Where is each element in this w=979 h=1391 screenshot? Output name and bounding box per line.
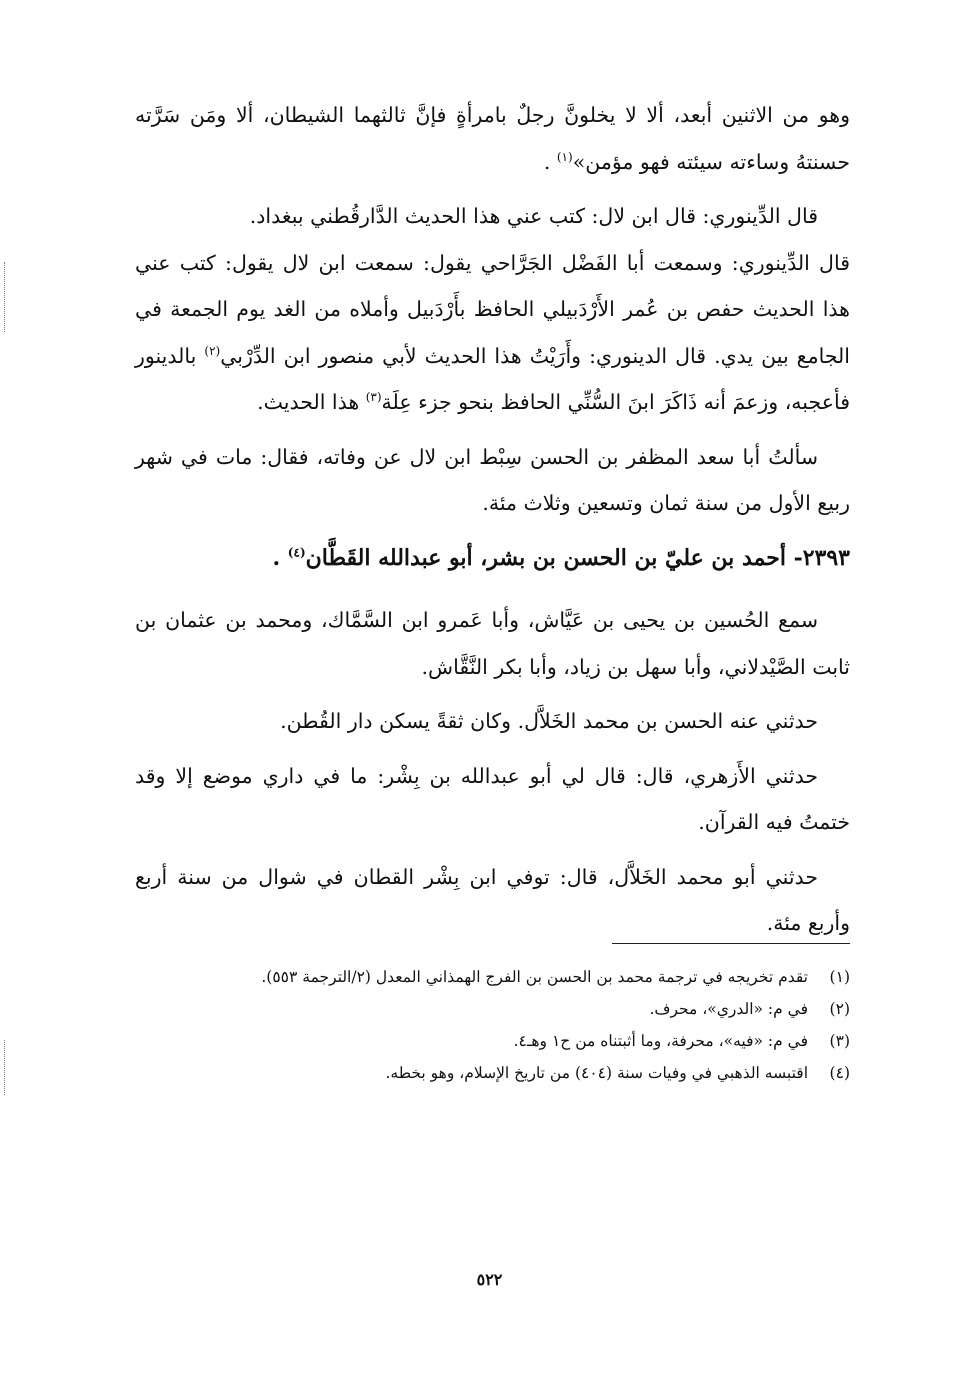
footnote-text: اقتبسه الذهبي في وفيات سنة (٤٠٤) من تاريخ الإسلام، وهو بخطه. xyxy=(385,1064,808,1082)
paragraph-text: وهو من الاثنين أبعد، ألا لا يخلونَّ رجلٌ بامرأةٍ فإنَّ ثالثهما الشيطان، ألا ومَن سَرَّته حسنتهُ وساءته سيئته فهو مؤمن» xyxy=(135,103,850,174)
paragraph xyxy=(135,92,850,185)
footnote xyxy=(135,1058,850,1088)
footnote xyxy=(135,962,850,992)
paragraph xyxy=(135,698,850,745)
paragraph-text: قال الدِّينوري: وسمعت أبا الفَضْل الجَرَّاحي يقول: سمعت ابن لال يقول: كتب عني هذا الحديث حفص بن عُمر الأَرْدَبيلي الحافظ بأَرْدَبيل وأملاه من الغد يوم الجمعة في الجامع بين يدي. قال الدينوري: وأَرَيْتُ هذا الحديث لأبي منصور ابن الدِّرْبي xyxy=(135,250,850,368)
paragraph xyxy=(135,753,850,846)
paragraph-text: حدثني أبو محمد الخَلاَّل، قال: توفي ابن بِشْر القطان في شوال من سنة أربع وأربع مئة. xyxy=(135,864,850,935)
paragraph-text: سمع الحُسين بن يحيى بن عَيَّاش، وأبا عَمرو ابن السَّمَّاك، ومحمد بن عثمان بن ثابت الصَّيْدلاني، وأبا سهل بن زياد، وأبا بكر النَّقَّاش. xyxy=(135,608,850,679)
paragraph xyxy=(135,240,850,426)
paragraph-text: قال الدِّينوري: قال ابن لال: كتب عني هذا الحديث الدَّارقُطني ببغداد. xyxy=(249,204,818,228)
footnote-text: تقدم تخريجه في ترجمة محمد بن الحسن بن الفرج الهمذاني المعدل (٢/الترجمة ٥٥٣). xyxy=(261,968,808,986)
main-text xyxy=(135,92,850,955)
paragraph-text: . xyxy=(543,149,557,174)
footnote-ref: (٣) xyxy=(365,390,382,405)
footnote xyxy=(135,994,850,1024)
footnote-number: (٢) xyxy=(829,1000,850,1018)
paragraph xyxy=(135,434,850,527)
footnote-ref: (١) xyxy=(556,149,573,164)
paragraph-text: حدثني عنه الحسن بن محمد الخَلاَّل. وكان ثقةً يسكن دار القُطن. xyxy=(280,709,818,733)
footnote-divider xyxy=(612,943,850,944)
footnotes xyxy=(135,962,850,1090)
scan-edge-mark xyxy=(4,1040,5,1095)
footnote-number: (١) xyxy=(829,968,850,986)
paragraph-text: هذا الحديث. xyxy=(257,390,366,414)
paragraph xyxy=(135,854,850,947)
scan-edge-mark xyxy=(4,262,5,332)
footnote-number: (٤) xyxy=(829,1064,850,1082)
footnote-text: في م: «الدري»، محرف. xyxy=(649,1000,808,1018)
entry-heading xyxy=(135,535,850,582)
paragraph-text: سألتُ أبا سعد المظفر بن الحسن سِبْط ابن لال عن وفاته، فقال: مات في شهر ربيع الأول من سنة ثمان وتسعين وثلاث مئة. xyxy=(135,444,850,515)
footnote xyxy=(135,1026,850,1056)
paragraph-text: بالدينور فأعجبه، وزعمَ أنه ذَاكَرَ ابنَ السُّنِّي الحافظ بنحو جزء عِلَة xyxy=(135,343,850,414)
page-number: ٥٢٢ xyxy=(476,1270,503,1289)
entry-title: ٢٣٩٣- أحمد بن عليّ بن الحسن بن بشر، أبو عبدالله القَطَّان xyxy=(305,544,850,571)
footnote-ref: (٤) xyxy=(287,545,306,560)
footnote-ref: (٢) xyxy=(204,343,221,358)
entry-title: . xyxy=(272,544,288,571)
paragraph xyxy=(135,193,850,240)
footnote-number: (٣) xyxy=(829,1032,850,1050)
paragraph-text: حدثني الأَزهري، قال: قال لي أبو عبدالله بن بِشْر: ما في داري موضع إلا وقد ختمتُ فيه القرآن. xyxy=(135,763,850,834)
paragraph xyxy=(135,597,850,690)
footnote-text: في م: «فيه»، محرفة، وما أثبتناه من ح١ وهـ٤. xyxy=(513,1032,808,1050)
